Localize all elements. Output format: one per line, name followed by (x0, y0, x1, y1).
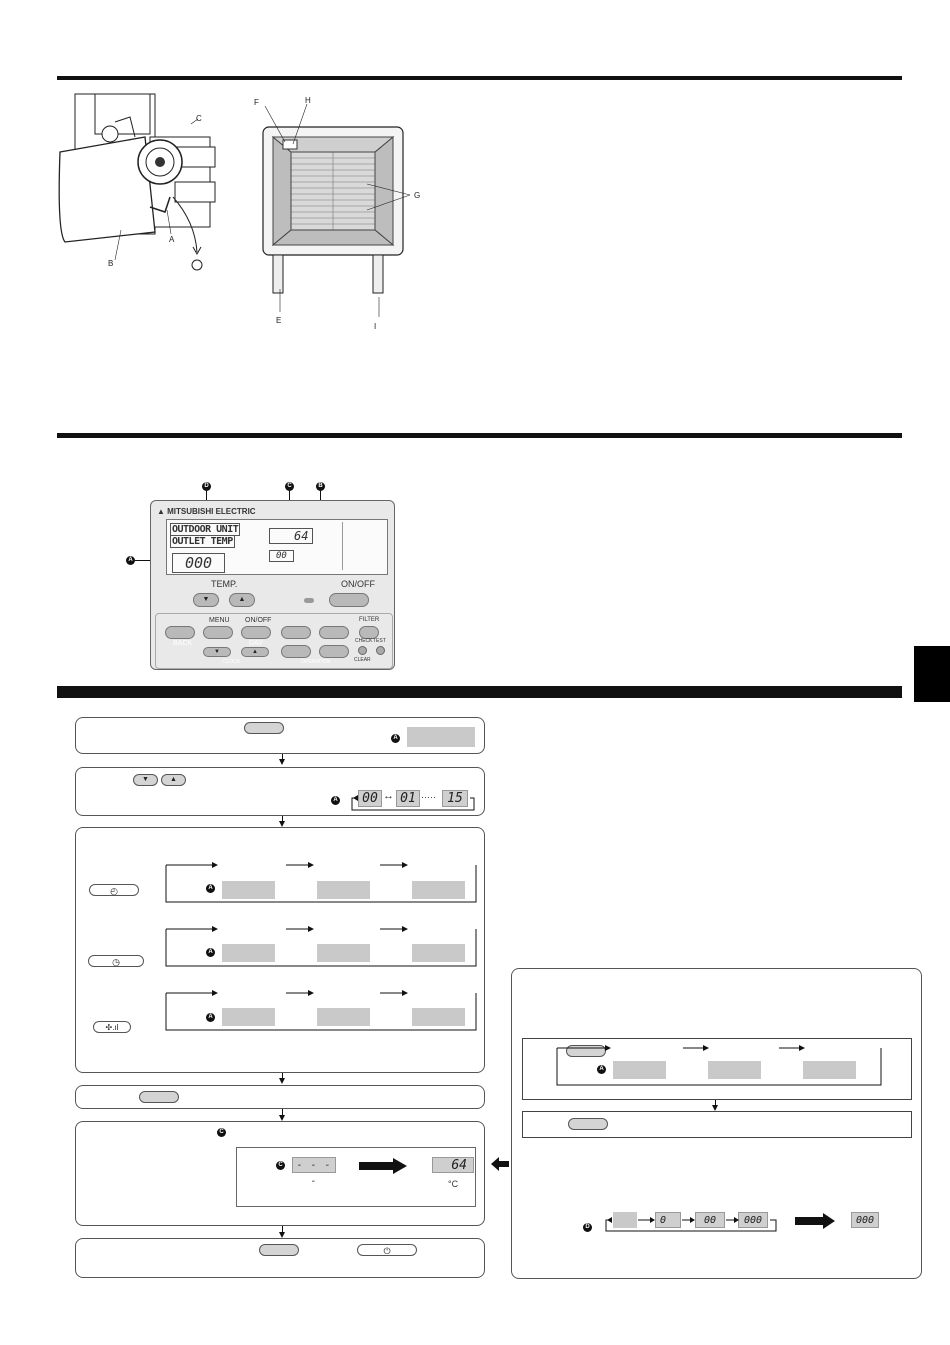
right-final-value: 000 (851, 1212, 879, 1228)
step6-button[interactable] (259, 1244, 299, 1256)
operation-lamp (304, 598, 314, 603)
section-rule-3 (57, 686, 902, 698)
flow-step-2 (75, 767, 485, 816)
lcd-line1: OUTDOOR UNIT (172, 524, 239, 535)
callout-h: H (305, 96, 311, 105)
callout-c-top: C (196, 114, 202, 123)
callout-a-top: A (169, 235, 175, 244)
step2-value-1: 00 (358, 790, 382, 807)
clear-label: CLEAR (354, 657, 371, 663)
clock-button-icon[interactable]: ◷ (88, 955, 144, 967)
right-seq-arrows (602, 1209, 782, 1235)
chapter-tab (914, 646, 950, 702)
step2-down-button[interactable]: ▼ (133, 774, 158, 786)
lcd-value-c: 64 (269, 528, 313, 544)
row2-callout-a: A (206, 948, 215, 957)
temp-label: TEMP. (211, 579, 238, 589)
step1-display (407, 727, 475, 747)
right-subbox-1 (522, 1038, 912, 1100)
row1-callout-a: A (206, 884, 215, 893)
check-label: CHECK (355, 638, 373, 644)
flow-step-5 (75, 1121, 485, 1226)
row3-callout-a: A (206, 1013, 215, 1022)
step2-double-arrow: ↔ (383, 790, 394, 802)
callout-f: F (254, 98, 259, 107)
right-seq-3: 000 (738, 1212, 768, 1228)
lcd-value-b: 00 (269, 550, 294, 562)
lcd-line2: OUTLET TEMP (172, 536, 233, 547)
lcd-value-main: 000 (172, 553, 225, 573)
right-sub1-callout-a: A (597, 1065, 606, 1074)
test-label: TEST (373, 638, 386, 644)
temp-up-button[interactable]: ▲ (229, 593, 255, 607)
step5-big-arrow (359, 1158, 409, 1174)
step1-button[interactable] (244, 722, 284, 734)
operation-button-1[interactable] (281, 645, 311, 658)
remote-lcd (166, 519, 388, 575)
step2-dots: ····· (421, 792, 436, 802)
day-label: DAY (249, 640, 263, 647)
flow-arrow-1 (279, 759, 285, 765)
right-seq-2: 00 (695, 1212, 725, 1228)
timer-button-icon[interactable]: ◴ (89, 884, 139, 896)
brand-logo: ▲ MITSUBISHI ELECTRIC (157, 507, 256, 516)
callout-c-remote: C (285, 482, 294, 491)
remote-controller (150, 500, 395, 670)
right-subbox-2 (522, 1111, 912, 1138)
onoff-button[interactable] (329, 593, 369, 607)
callout-i: I (374, 322, 377, 331)
check-button[interactable] (358, 646, 367, 655)
step2-value-2: 01 (396, 790, 420, 807)
timer-onoff-button[interactable] (241, 626, 271, 639)
filter-label: FILTER (359, 617, 380, 623)
right-panel (511, 968, 922, 1279)
flow-step-4 (75, 1085, 485, 1109)
callout-b-top: B (108, 259, 114, 268)
flow-step-6 (75, 1238, 485, 1278)
step6-onoff-button[interactable]: ⏻ (357, 1244, 417, 1256)
brand-name: MITSUBISHI ELECTRIC (167, 507, 256, 516)
test-button[interactable] (376, 646, 385, 655)
right-sub2-button[interactable] (568, 1118, 608, 1130)
row2-loop (162, 922, 482, 970)
fan-speed-button[interactable] (281, 626, 311, 639)
step5-callout-c: C (276, 1161, 285, 1170)
step5-callout-c-header: C (217, 1128, 226, 1137)
step5-inner-frame (236, 1147, 476, 1207)
right-sub1-loop (551, 1039, 891, 1089)
flow-step-1 (75, 717, 485, 754)
callout-a-remote: A (126, 556, 135, 565)
menu-button[interactable] (203, 626, 233, 639)
timer-onoff-label: ON/OFF (245, 617, 272, 624)
step1-callout-a: A (391, 734, 400, 743)
operation-label: OPERATION (301, 659, 331, 665)
callout-d-remote: D (202, 482, 211, 491)
right-callout-d: D (583, 1223, 592, 1232)
callout-b-remote: B (316, 482, 325, 491)
row1-loop (162, 858, 482, 906)
step2-value-3: 15 (442, 790, 468, 807)
section-rule-1 (57, 76, 902, 80)
grille-illustration (55, 92, 235, 277)
mode-button[interactable] (165, 626, 195, 639)
flow-arrow-3 (279, 1078, 285, 1084)
callout-g: G (414, 191, 421, 200)
callout-e: E (276, 316, 282, 325)
cassette-unit-illustration (255, 92, 430, 337)
step2-loop-line (346, 786, 481, 814)
step2-up-button[interactable]: ▲ (161, 774, 186, 786)
row3-loop (162, 986, 482, 1034)
section-rule-2 (57, 433, 902, 438)
right-to-step5-arrow (491, 1157, 511, 1171)
fan-button-icon[interactable]: ✣.ıl (93, 1021, 131, 1033)
temp-down-button[interactable]: ▼ (193, 593, 219, 607)
lcd-divider (342, 522, 387, 570)
step2-callout-a: A (331, 796, 340, 805)
step4-button[interactable] (139, 1091, 179, 1103)
clock-label: CLOCK (223, 659, 241, 665)
step5-unit: °C (448, 1179, 459, 1189)
right-big-arrow (795, 1213, 837, 1229)
louver-button[interactable] (319, 626, 349, 639)
mode-label: MENU (209, 617, 230, 624)
operation-button-2[interactable] (319, 645, 349, 658)
step5-before-value: - - - - (292, 1157, 336, 1173)
right-seq-1: 0 (655, 1212, 681, 1228)
flow-step-3 (75, 827, 485, 1073)
onoff-label: ON/OFF (341, 579, 375, 589)
clock-up-button[interactable]: ▲ (241, 647, 269, 657)
step5-after-value: 64 (432, 1157, 474, 1173)
clock-down-button[interactable]: ▼ (203, 647, 231, 657)
back-label: BACK (173, 640, 193, 647)
